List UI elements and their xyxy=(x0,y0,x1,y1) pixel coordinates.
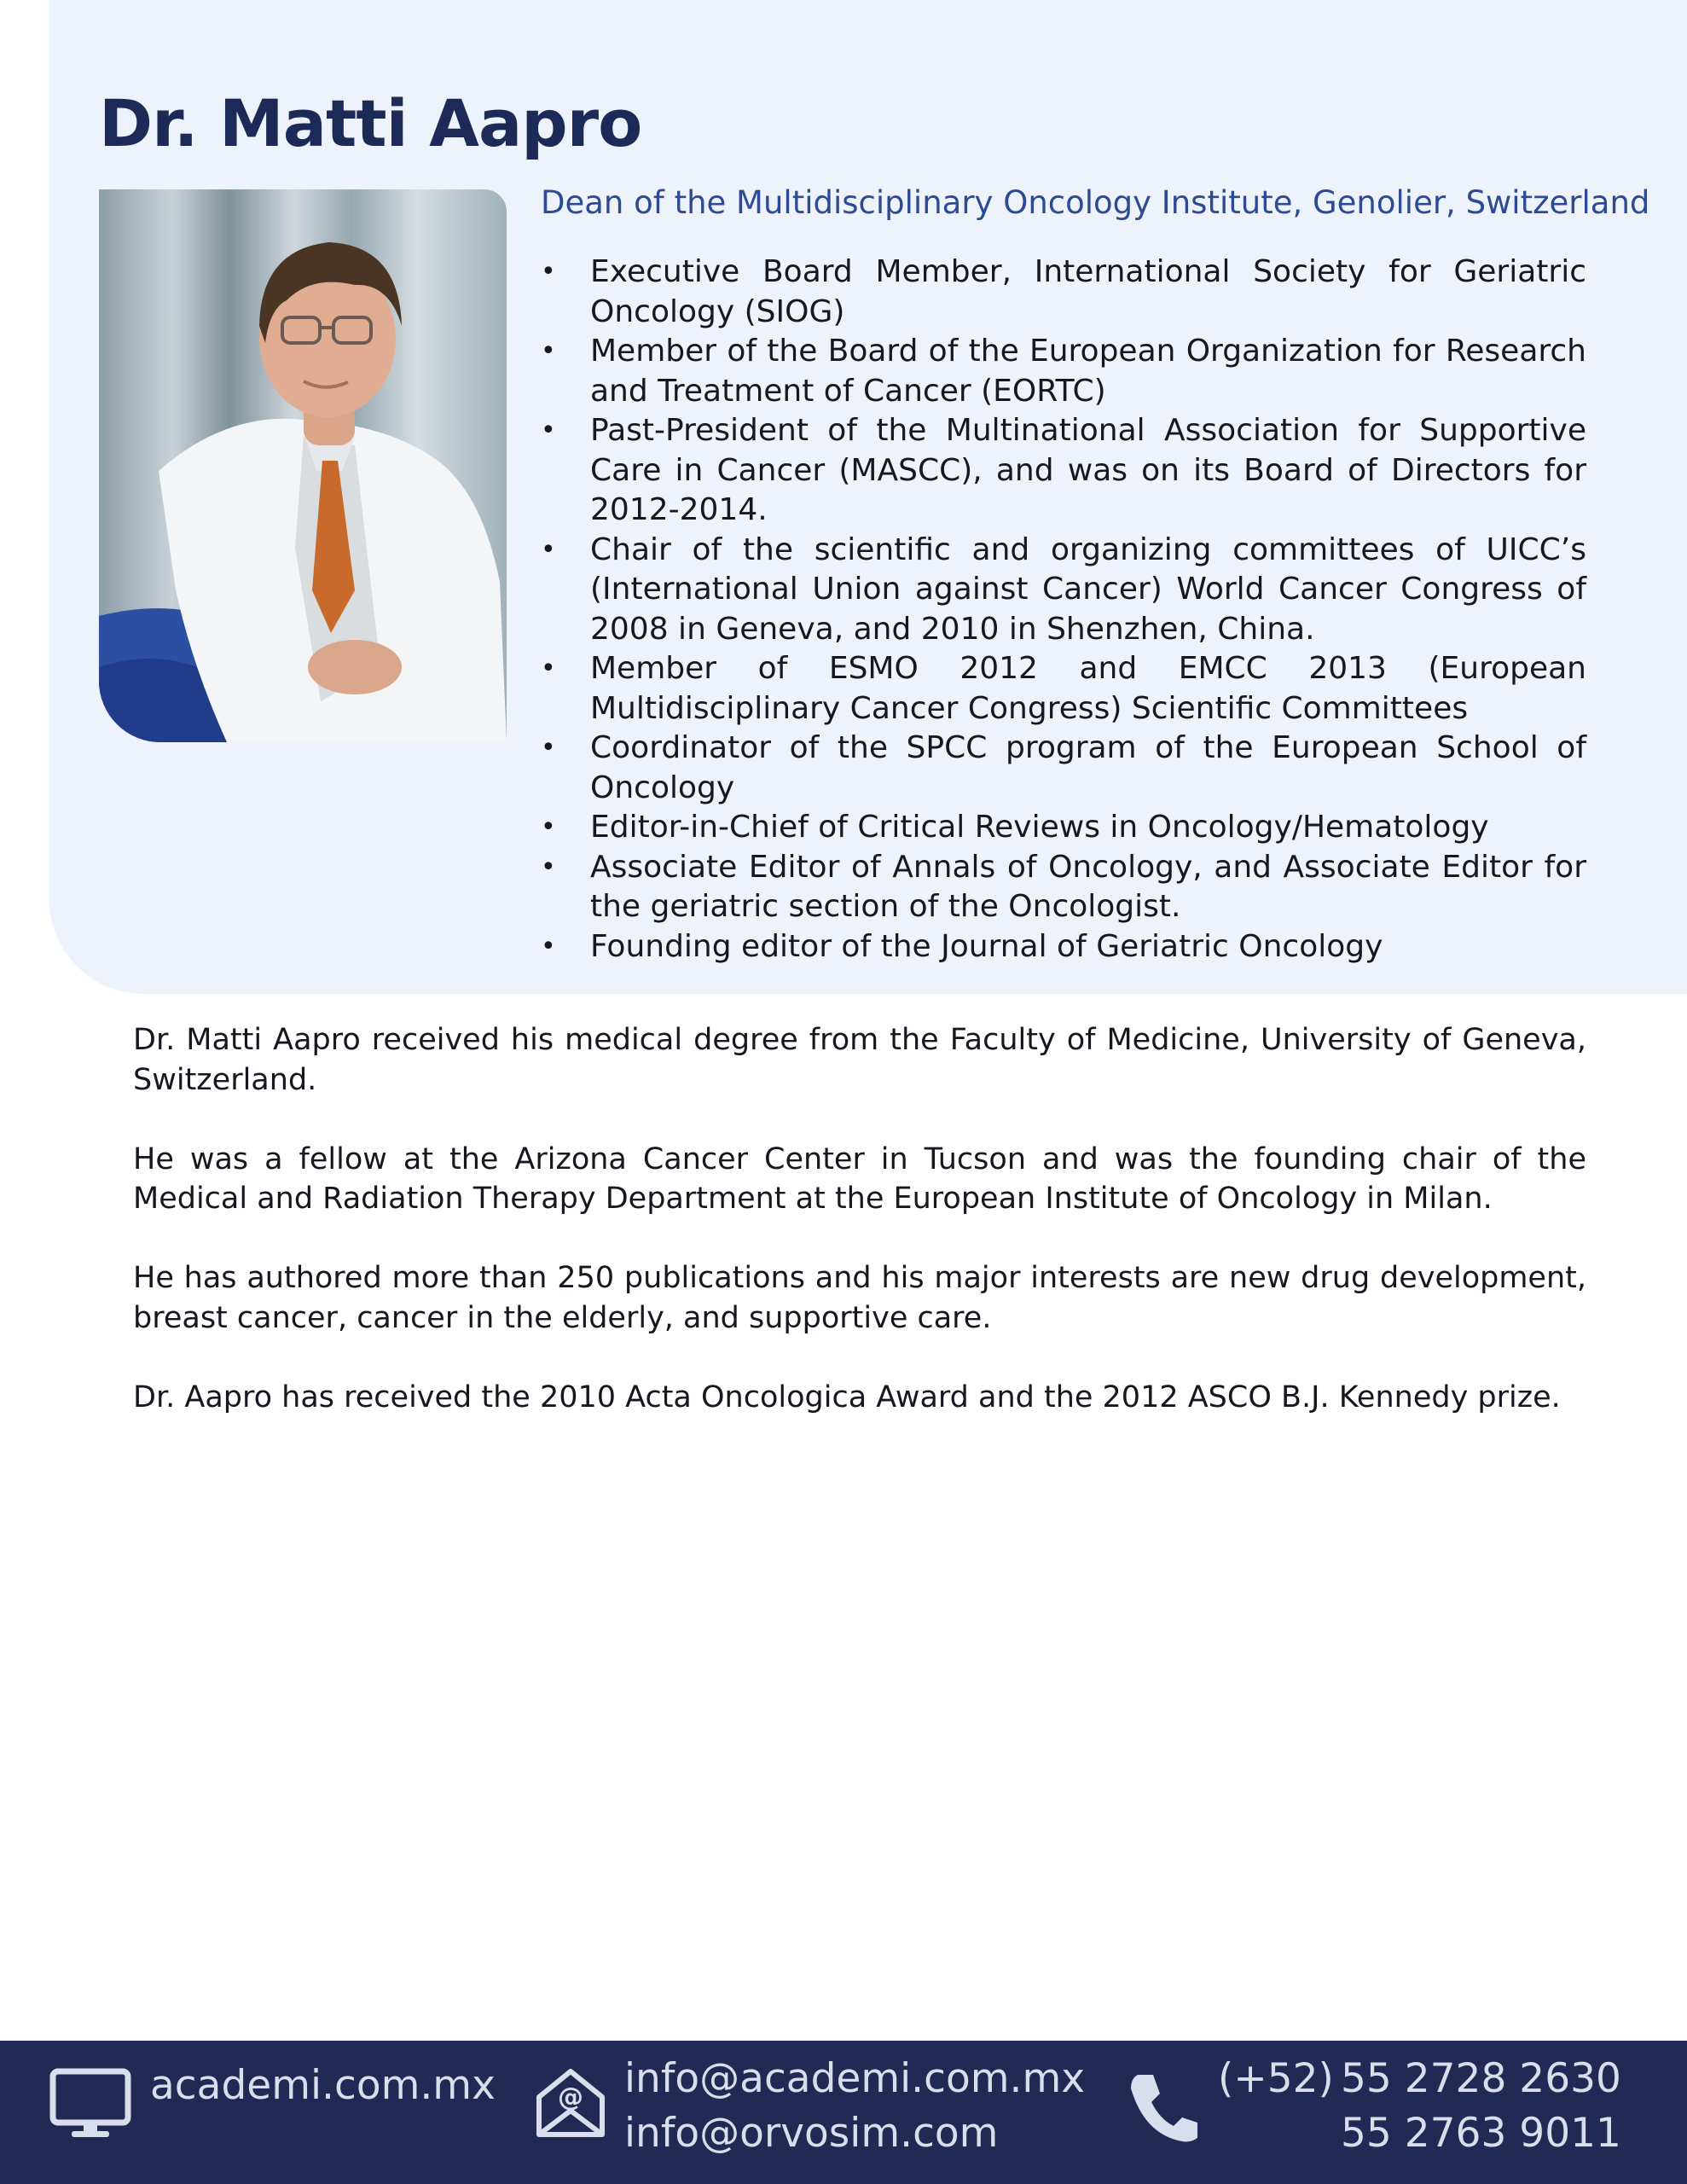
list-item: • Past-President of the Multinational Association for Supportive Care in Cancer (MASCC), and was on its Board of Directors for 2012-2014. xyxy=(541,411,1586,531)
phone-icon xyxy=(1126,2070,1199,2143)
list-item: • Chair of the scientific and organizing committees of UICC’s (International Union against Cancer) World Cancer Congress of 2008 in Geneva, and 2010 in Shenzhen, China. xyxy=(541,531,1586,650)
bio-paragraph: Dr. Matti Aapro received his medical degree from the Faculty of Medicine, University of Geneva, Switzerland. xyxy=(133,1023,1586,1097)
biography xyxy=(133,1020,1586,1457)
list-item: • Executive Board Member, International Society for Geriatric Oncology (SIOG) xyxy=(541,253,1586,332)
bio-paragraph: He has authored more than 250 publications and his major interests are new drug development, breast cancer, cancer in the elderly, and supportive care. xyxy=(133,1261,1586,1335)
bio-paragraph: He was a fellow at the Arizona Cancer Center in Tucson and was the founding chair of the Medical and Radiation Therapy Department at the European Institute of Oncology in Milan. xyxy=(133,1141,1586,1216)
email-link-1[interactable]: info@academi.com.mx xyxy=(624,2055,1086,2102)
contact-footer xyxy=(0,2041,1687,2184)
list-item: • Coordinator of the SPCC program of the European School of Oncology xyxy=(541,729,1586,808)
phone-number-2[interactable]: 55 2763 9011 xyxy=(1341,2110,1621,2157)
role-title: Dean of the Multidisciplinary Oncology Institute, Genolier, Switzerland xyxy=(541,184,1650,221)
person-name: Dr. Matti Aapro xyxy=(99,85,642,161)
portrait-photo xyxy=(99,189,507,742)
monitor-icon xyxy=(49,2066,131,2143)
positions-list xyxy=(541,253,1586,967)
list-item: • Editor-in-Chief of Critical Reviews in Oncology/Hematology xyxy=(541,808,1586,848)
list-item: • Associate Editor of Annals of Oncology, and Associate Editor for the geriatric section of the Oncologist. xyxy=(541,848,1586,927)
email-link-2[interactable]: info@orvosim.com xyxy=(624,2110,999,2157)
svg-text:@: @ xyxy=(558,2082,583,2112)
email-icon xyxy=(534,2066,607,2140)
phone-prefix: (+52) xyxy=(1218,2055,1334,2102)
phone-number-1[interactable]: 55 2728 2630 xyxy=(1341,2055,1621,2102)
list-item: • Member of ESMO 2012 and EMCC 2013 (European Multidisciplinary Cancer Congress) Scientific Committees xyxy=(541,649,1586,729)
bio-paragraph: Dr. Aapro has received the 2010 Acta Oncologica Award and the 2012 ASCO B.J. Kennedy prize. xyxy=(133,1380,1561,1414)
list-item: • Member of the Board of the European Organization for Research and Treatment of Cancer (EORTC) xyxy=(541,332,1586,411)
list-item: • Founding editor of the Journal of Geriatric Oncology xyxy=(541,927,1586,967)
website-link[interactable]: academi.com.mx xyxy=(150,2062,496,2109)
portrait-illustration xyxy=(99,189,507,742)
